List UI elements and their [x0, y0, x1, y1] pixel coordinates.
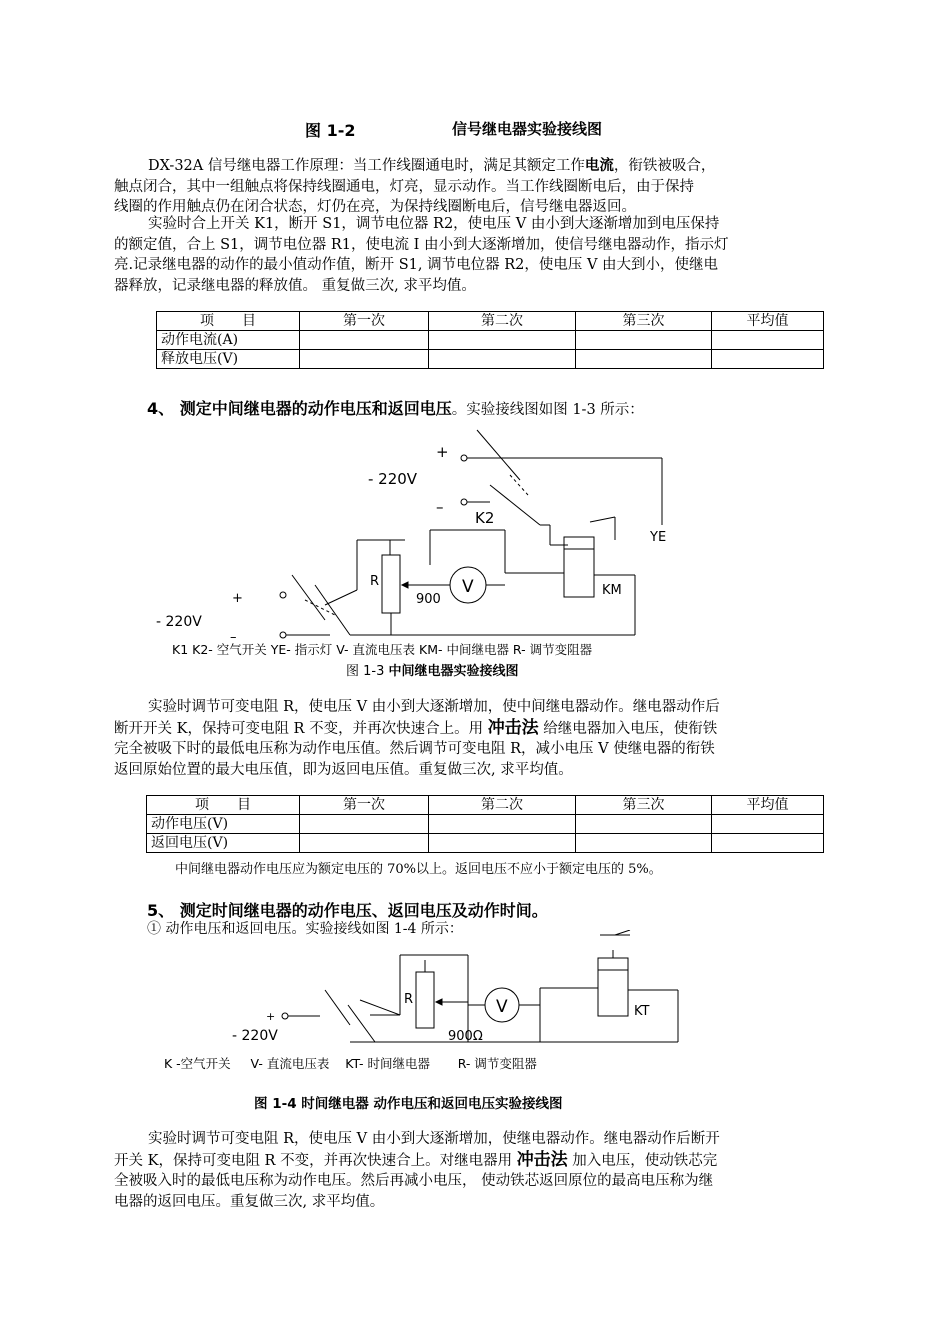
table-row-label: 释放电压(V) [157, 350, 300, 369]
table-cell[interactable] [429, 331, 576, 350]
fig-1-3-caption [346, 660, 519, 679]
table-2-note: 中间继电器动作电压应为额定电压的 70%以上。返回电压不应小于额定电压的 5%。 [175, 862, 662, 877]
para4-impact-method: 冲击法 [516, 1149, 568, 1170]
table-cell[interactable] [300, 815, 429, 834]
fig13-volt-top: - 220V [368, 470, 418, 488]
table-signal-relay [156, 311, 824, 369]
para3-line2c: 给继电器加入电压，使衔铁 [538, 720, 718, 737]
table-cell[interactable] [712, 331, 824, 350]
table-row [157, 350, 824, 369]
fig13-volt-left: - 220V [156, 614, 202, 630]
paragraph-experiment-intermediate-relay [114, 697, 826, 780]
table-row-label: 动作电压(V) [147, 815, 300, 834]
table-cell[interactable] [300, 331, 429, 350]
table-header: 第一次 [300, 796, 429, 815]
para2-line2: 的额定值，合上 S1，调节电位器 R1，使电流 I 由小到大逐渐增加，使信号继电器动作，指示灯 [114, 236, 729, 253]
table-row [147, 834, 824, 853]
table-header: 项 目 [157, 312, 300, 331]
table-row [147, 796, 824, 815]
fig14-ohm-label: 900Ω [448, 1029, 483, 1044]
table-intermediate-relay [146, 795, 824, 853]
para4-line1: 实验时调节可变电阻 R，使电压 V 由小到大逐渐增加，使继电器动作。继电器动作后断开 [148, 1131, 720, 1147]
table-cell[interactable] [576, 350, 712, 369]
para2-line1: 实验时合上开关 K1，断开 S1，调节电位器 R2，使电压 V 由小到大逐渐增加到电压保持 [148, 216, 720, 232]
table-cell[interactable] [429, 815, 576, 834]
para2-line3: 亮.记录继电器的动作的最小值动作值，断开 S1, 调节电位器 R2，使电压 V 由大到小，使继电 [114, 257, 719, 273]
fig14-v-label: V [496, 997, 508, 1017]
para4-line2c: 加入电压，使动铁芯完 [567, 1152, 718, 1169]
para4-line4: 电器的返回电压。重复做三次, 求平均值。 [114, 1193, 385, 1210]
table-row [157, 312, 824, 331]
table-cell[interactable] [300, 350, 429, 369]
fig13-r-label: R [370, 574, 380, 589]
table-cell[interactable] [576, 815, 712, 834]
section-5-heading: 5、 测定时间继电器的动作电压、返回电压及动作时间。 [147, 901, 548, 920]
fig14-volt-label: - 220V [232, 1028, 278, 1044]
fig-1-4-legend: K -空气开关 V- 直流电压表 KT- 时间继电器 R- 调节变阻器 [164, 1056, 537, 1071]
para3-line2a: 断开开关 K，保持可变电阻 R 不变，并再次快速合上。用 [114, 720, 488, 737]
table-header: 平均值 [712, 312, 824, 331]
fig13-minus-top: – [436, 498, 444, 516]
section-4-title: 4、 测定中间继电器的动作电压和返回电压 [147, 399, 452, 418]
fig14-r-label: R [404, 992, 414, 1007]
fig-1-3-caption-num: 图 1-3 [346, 664, 385, 679]
fig13-ohm-label: 900 [416, 592, 441, 607]
fig14-kt-label: KT [634, 1004, 650, 1019]
fig-1-2-title: 信号继电器实验接线图 [452, 120, 603, 138]
table-header: 平均值 [712, 796, 824, 815]
paragraph-experiment-signal-relay [114, 214, 826, 296]
table-row [147, 815, 824, 834]
table-header: 第三次 [576, 312, 712, 331]
table-header: 项 目 [147, 796, 300, 815]
table-cell[interactable] [576, 834, 712, 853]
section-4-suffix: 。实验接线图如图 1-3 所示： [451, 402, 644, 418]
table-cell[interactable] [712, 815, 824, 834]
table-header: 第二次 [429, 312, 576, 331]
para3-impact-method: 冲击法 [487, 717, 539, 738]
para4-line2a: 开关 K，保持可变电阻 R 不变，并再次快速合上。对继电器用 [114, 1152, 517, 1169]
fig13-km-label: KM [602, 583, 622, 598]
section-4-heading [147, 396, 644, 419]
fig-1-4-caption: 图 1-4 时间继电器 动作电压和返回电压实验接线图 [254, 1096, 563, 1112]
fig13-ye-label: YE [650, 530, 667, 545]
fig13-minus-left: – [230, 630, 237, 645]
table-cell[interactable] [429, 834, 576, 853]
table-row [157, 331, 824, 350]
para1-line2: 触点闭合，其中一组触点将保持线圈通电，灯亮，显示动作。当工作线圈断电后，由于保持 [114, 178, 694, 195]
table-row-label: 动作电流(A) [157, 331, 300, 350]
para3-line1: 实验时调节可变电阻 R，使电压 V 由小到大逐渐增加，使中间继电器动作。继电器动作后 [148, 699, 720, 715]
table-cell[interactable] [576, 331, 712, 350]
para1-line1c: ，衔铁被吸合， [613, 158, 716, 174]
table-cell[interactable] [429, 350, 576, 369]
fig13-plus-left: + [232, 591, 243, 606]
table-header: 第一次 [300, 312, 429, 331]
fig14-plus-label: + [266, 1010, 276, 1023]
para1-line1b: 电流 [584, 157, 614, 174]
fig13-plus-top: + [436, 443, 449, 461]
table-header: 第二次 [429, 796, 576, 815]
para3-line3: 完全被吸下时的最低电压称为动作电压值。然后调节可变电阻 R，减小电压 V 使继电器的衔铁 [114, 741, 715, 757]
table-header: 第三次 [576, 796, 712, 815]
paragraph-dx32a-principle [114, 156, 826, 218]
fig13-k2-label: K2 [475, 509, 495, 527]
para4-line3: 全被吸入时的最低电压称为动作电压。然后再减小电压， 使动铁芯返回原位的最高电压称为继 [114, 1173, 714, 1189]
para2-line4: 器释放，记录继电器的释放值。 重复做三次, 求平均值。 [114, 277, 476, 294]
fig-1-4-circuit [150, 930, 730, 1070]
table-cell[interactable] [300, 834, 429, 853]
table-cell[interactable] [712, 834, 824, 853]
fig-1-3-caption-text: 中间继电器实验接线图 [388, 664, 519, 679]
para3-line4: 返回原始位置的最大电压值，即为返回电压值。重复做三次, 求平均值。 [114, 761, 573, 778]
fig-1-2-number: 图 1-2 [305, 121, 356, 140]
table-cell[interactable] [712, 350, 824, 369]
fig13-v-label: V [462, 577, 474, 597]
paragraph-experiment-time-relay [114, 1129, 826, 1212]
para1-line1a: DX-32A 信号继电器工作原理：当工作线圈通电时，满足其额定工作 [148, 158, 585, 174]
section-5-subheading: ① 动作电压和返回电压。实验接线如图 1-4 所示： [147, 921, 463, 937]
para1-line3: 线圈的作用触点仍在闭合状态，灯仍在亮，为保持线圈断电后，信号继电器返回。 [114, 199, 636, 215]
fig-1-3-legend: K1 K2- 空气开关 YE- 指示灯 V- 直流电压表 KM- 中间继电器 R- 调节变阻器 [172, 642, 593, 657]
table-row-label: 返回电压(V) [147, 834, 300, 853]
